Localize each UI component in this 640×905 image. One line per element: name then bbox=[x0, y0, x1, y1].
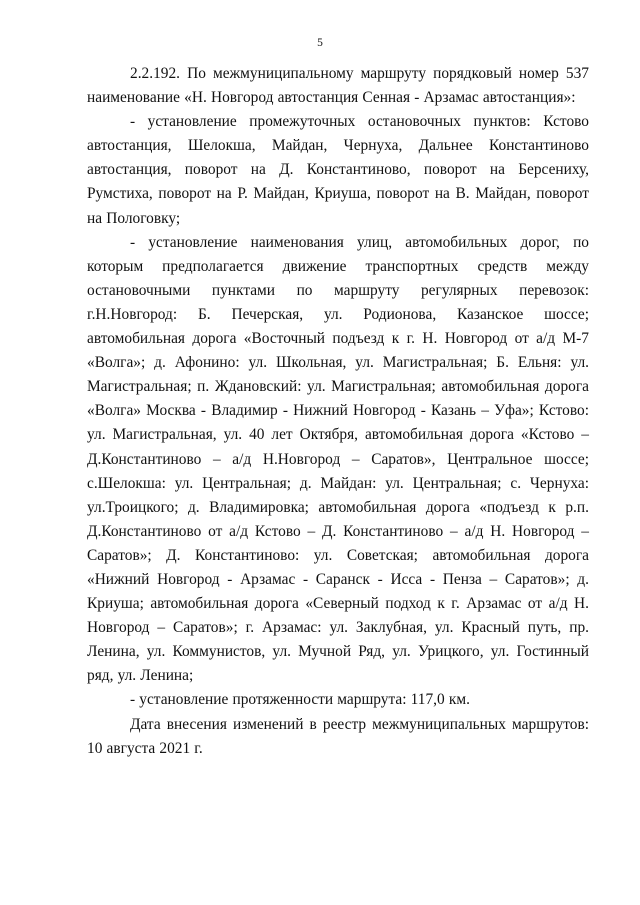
paragraph-intermediate-stops: - установление промежуточных остановочных пунктов: Кстово автостанция, Шелокша, Майдан, Чернуха, Дальнее Константиново автостанция, поворот на Д. Константиново, поворот на Берсениху, Румстиха, поворот на Р. Майдан, Криуша, поворот на В. Майдан, поворот на Пологовку; bbox=[87, 113, 589, 227]
document-body bbox=[87, 62, 589, 761]
page-number: 5 bbox=[317, 37, 323, 49]
paragraph-route-length: - установление протяженности маршрута: 117,0 км. bbox=[130, 691, 470, 709]
paragraph-registry-date: Дата внесения изменений в реестр межмуниципальных маршрутов: 10 августа 2021 г. bbox=[87, 715, 589, 757]
paragraph-streets-and-roads: - установление наименования улиц, автомобильных дорог, по которым предполагается движение транспортных средств между остановочными пунктами по маршруту регулярных перевозок: г.Н.Новгород: Б. Печерская, ул. Родионова, Казанское шоссе; автомобильная дорога «Восточный подъезд к г. Н. Новгород от а/д М-7 «Волга»; д. Афонино: ул. Школьная, ул. Магистральная; Б. Ельня: ул. Магистральная; п. Ждановский: ул. Магистральная; автомобильная дорога «Волга» Москва - Владимир - Нижний Новгород - Казань – Уфа»; Кстово: ул. Магистральная, ул. 40 лет Октября, автомобильная дорога «Кстово – Д.Константиново – а/д Н.Новгород – Саратов», Центральное шоссе; с.Шелокша: ул. Центральная; д. Майдан: ул. Центральная; с. Чернуха: ул.Троицкого; д. Владимировка; автомобильная дорога «подъезд к р.п. Д.Константиново от а/д Кстово – Д. Константиново – а/д Н. Новгород – Саратов»; Д. Константиново: ул. Советская; автомобильная дорога «Нижний Новгород - Арзамас - Саранск - Исса - Пенза – Саратов»; д. Криуша; автомобильная дорога «Северный подход к г. Арзамас от а/д Н. Новгород – Саратов»; г. Арзамас: ул. Заклубная, ул. Красный путь, пр. Ленина, ул. Коммунистов, ул. Мучной Ряд, ул. Урицкого, ул. Гостинный ряд, ул. Ленина; bbox=[87, 233, 589, 685]
paragraph-route-heading: 2.2.192. По межмуниципальному маршруту порядковый номер 537 наименование «Н. Новгород автостанция Сенная - Арзамас автостанция»: bbox=[87, 65, 589, 107]
